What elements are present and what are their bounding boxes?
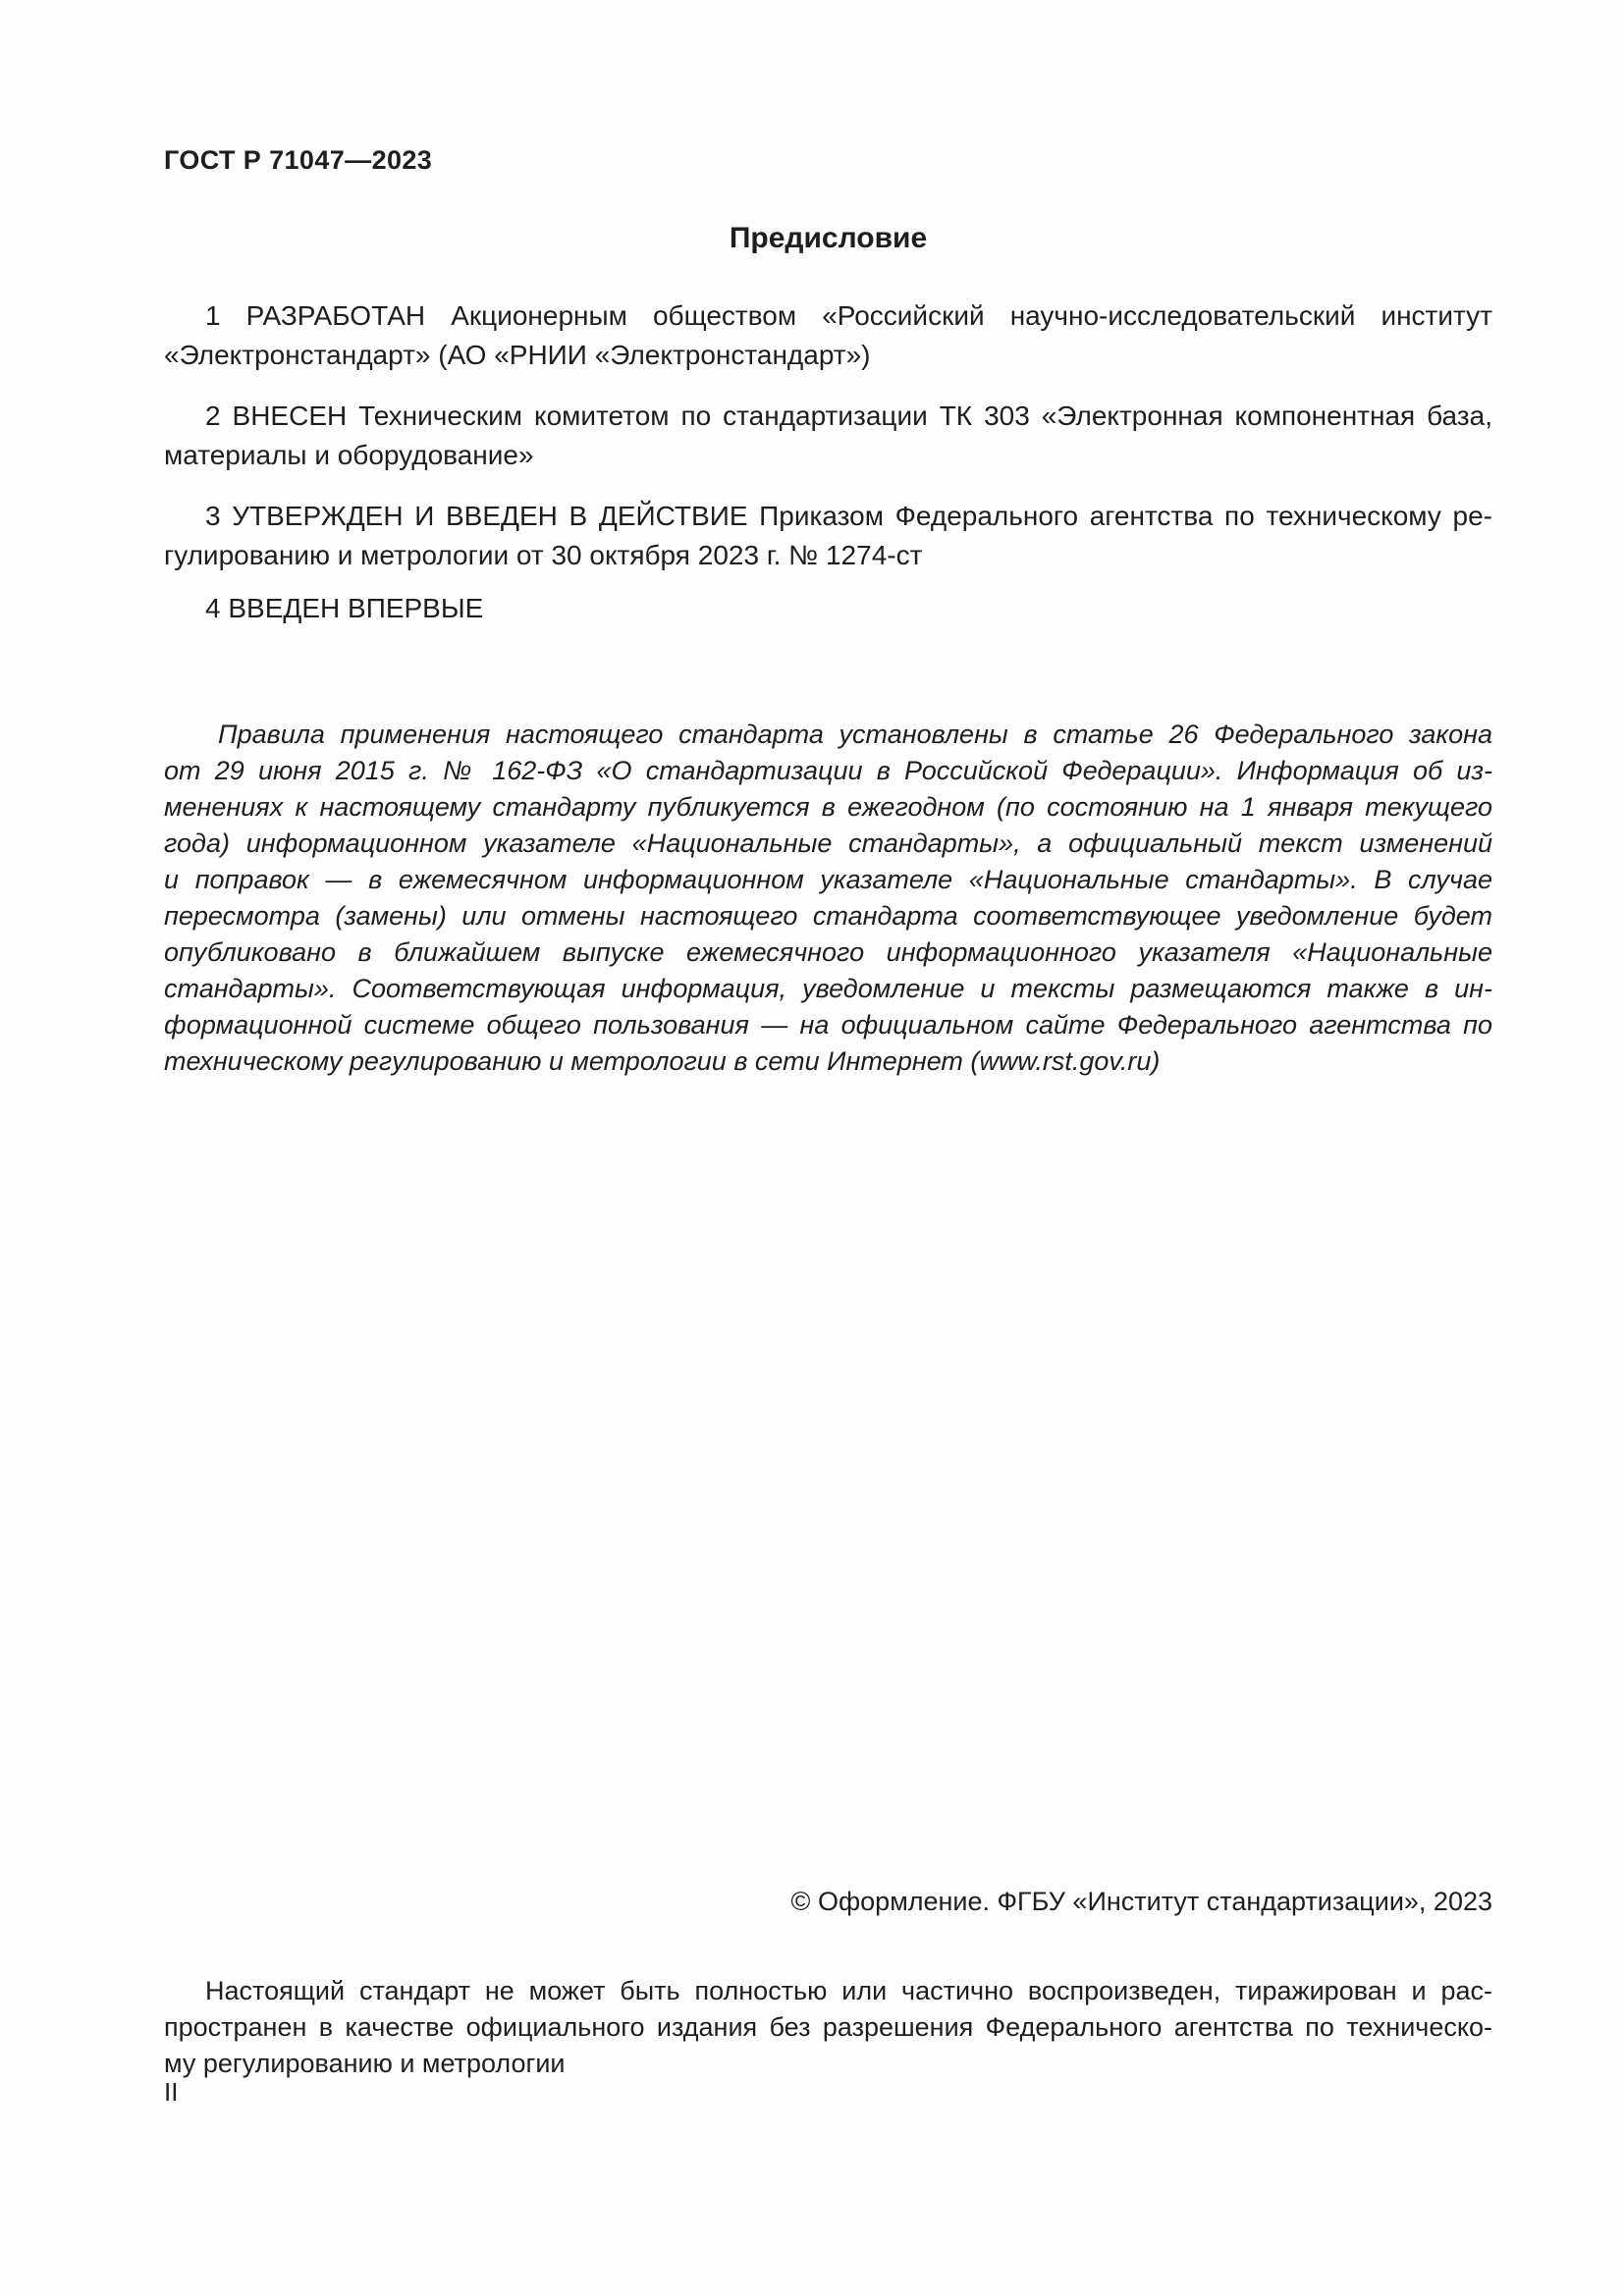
standard-application-rules-note (164, 717, 1492, 1080)
text-line: Правила применения настоящего стандарта установлены в статье 26 Федерального закона (218, 720, 1492, 749)
text-line: материалы и оборудование» (164, 440, 534, 470)
copyright-line: © Оформление. ФГБУ «Институт стандартизации», 2023 (790, 1887, 1492, 1916)
text-line: 4 ВВЕДЕН ВПЕРВЫЕ (205, 593, 484, 623)
text-line: формационной системе общего пользования — на официальном сайте Федерального агентства по (164, 1010, 1492, 1040)
text-line: 1 РАЗРАБОТАН Акционерным обществом «Российский научно-исследовательский институт (205, 300, 1492, 331)
text-line: года) информационном указателе «Национальные стандарты», а официальный текст изменений (164, 828, 1492, 858)
text-line: «Электронстандарт» (АО «РНИИ «Электронстандарт») (164, 340, 871, 370)
text-line: Настоящий стандарт не может быть полностью или частично воспроизведен, тиражирован и рас- (205, 1976, 1492, 2005)
text-line: пространен в качестве официального издания без разрешения Федерального агентства по техническо- (164, 2012, 1492, 2042)
foreword-paragraph-3 (164, 497, 1492, 575)
page-title: Предисловие (729, 222, 928, 254)
text-line: от 29 июня 2015 г. № 162-ФЗ «О стандартизации в Российской Федерации». Информация об из- (164, 756, 1492, 785)
doc-code: ГОСТ Р 71047—2023 (164, 145, 433, 175)
text-line: му регулированию и метрологии (164, 2049, 566, 2078)
text-line: менениях к настоящему стандарту публикуется в ежегодном (по состоянию на 1 января текущего (164, 792, 1492, 822)
text-line: опубликовано в ближайшем выпуске ежемесячного информационного указателя «Национальные (164, 937, 1492, 967)
page-number: II (164, 2077, 179, 2107)
foreword-paragraph-2 (164, 397, 1492, 475)
foreword-paragraph-1 (164, 296, 1492, 375)
foreword-paragraph-4 (164, 589, 1492, 628)
text-line: пересмотра (замены) или отмены настоящего стандарта соответствующее уведомление будет (164, 901, 1492, 931)
text-line: техническому регулированию и метрологии в сети Интернет (www.rst.gov.ru) (164, 1046, 1161, 1076)
foreword-section (164, 296, 1492, 650)
reproduction-restriction-notice (164, 1973, 1492, 2082)
text-line: 3 УТВЕРЖДЕН И ВВЕДЕН В ДЕЙСТВИЕ Приказом Федерального агентства по техническому ре- (205, 501, 1492, 531)
text-line: 2 ВНЕСЕН Техническим комитетом по стандартизации ТК 303 «Электронная компонентная база, (205, 400, 1492, 431)
text-line: стандарты». Соответствующая информация, уведомление и тексты размещаются также в ин- (164, 974, 1492, 1003)
text-line: гулированию и метрологии от 30 октября 2023 г. № 1274-ст (164, 540, 923, 570)
text-line: и поправок — в ежемесячном информационном указателе «Национальные стандарты». В случае (164, 865, 1492, 894)
